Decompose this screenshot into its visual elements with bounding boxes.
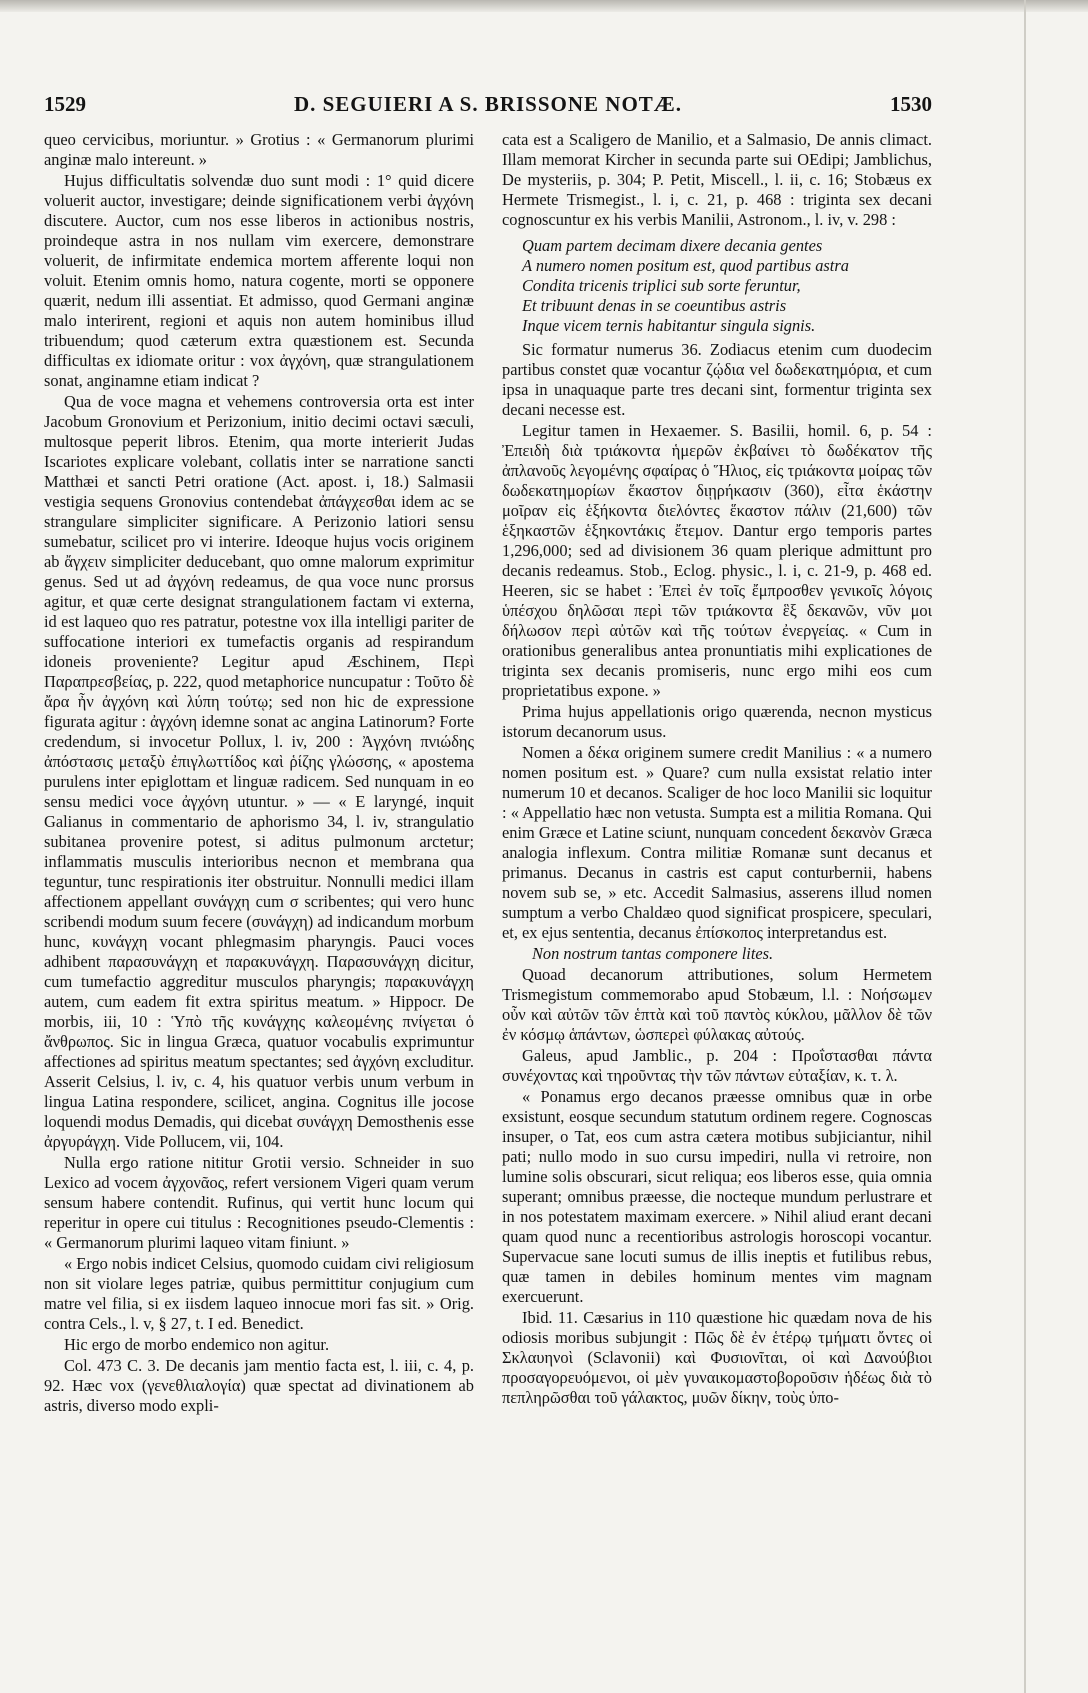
paragraph: Legitur tamen in Hexaemer. S. Basilii, homil. 6, p. 54 : Ἐπειδὴ διὰ τριάκοντα ἡμερῶν ἐκβαίνει τὸ δωδέκατον τῆς ἀπλανοῦς λεγομένης σφαίρας ὁ Ἥλιος, εἰς τριάκοντα μοίρας τῶν δωδεκατημορίων ἕκαστον διῃρήκασιν (360), εἶτα ἑκάστην μοῖραν εἰς ἑξήκοντα διελόντες ἕκαστον πάλιν (21,600) τῶν ἑξηκαστῶν ἑξηκοντάκις ἔτεμον. Dantur ergo temporis partes 1,296,000; sed ad divisionem 36 quam plerique admittunt pro decanis redeamus. Stob., Eclog. physic., l. i, c. 21-9, p. 468 ed. Heeren, sic se habet : Ἐπεὶ ἐν τοῖς ἔμπροσθεν γενικοῖς λόγοις ὑπέσχου δηλῶσαι περὶ τῶν τριάκοντα ἓξ δεκανῶν, νῦν μοι δήλωσον περὶ αὐτῶν καὶ τῆς τούτων ἐνεργείας. « Cum in orationibus generalibus antea pronuntiatis mihi explicationes de triginta sex decanis promiseris, nunc ergo mihi eos cum proprietatibus expone. » [502, 421, 932, 700]
page-number-right: 1530 [890, 92, 932, 116]
left-column [44, 130, 474, 1417]
paragraph: Galeus, apud Jamblic., p. 204 : Προΐστασθαι πάντα συνέχοντας καὶ τηροῦντας τὴν τῶν πάντων εὐταξίαν, κ. τ. λ. [502, 1046, 932, 1085]
paragraph: queo cervicibus, moriuntur. » Grotius : « Germanorum plurimi anginæ malo intereunt. » [44, 130, 474, 169]
paragraph: Col. 473 C. 3. De decanis jam mentio facta est, l. iii, c. 4, p. 92. Hæc vox (γενεθλιαλογία) quæ spectat ad divinationem ab astris, diverso modo expli- [44, 1356, 474, 1415]
scan-top-edge [0, 0, 1088, 12]
page-edge-line [1024, 0, 1026, 1693]
page-number-left: 1529 [44, 92, 86, 116]
paragraph: « Ergo nobis indicet Celsius, quomodo cuidam civi religiosum non sit violare leges patriæ, quibus permittitur conjugium cum matre vel filia, si ex iisdem laqueo innocue mori fas sit. » Orig. contra Cels., l. v, § 27, t. I ed. Benedict. [44, 1254, 474, 1333]
paragraph: Prima hujus appellationis origo quærenda, necnon mysticus istorum decanorum usus. [502, 702, 932, 741]
paragraph: « Ponamus ergo decanos præesse omnibus quæ in orbe exsistunt, eosque secundum statutum ordinem regere. Cognoscas insuper, o Tat, eos cum astra cætera motibus subjiciantur, nihil pati; nullo modo in suo cursu impediri, nulla vi retroire, non lumine solis obscurari, sicut reliqua; eos liberos esse, quia omnia superant; omnibus præesse, die nocteque mundum perlustrare et in nos potestatem maximam exercere. » Nihil aliud erant decani quam quod nunc a recentioribus astrologis horoscopi vocantur. Supervacue sane locuti sumus de illis ineptis et futilibus rebus, quæ tamen in debiles hominum mentes vim magnam exercuerunt. [502, 1087, 932, 1306]
verse-line: Inque vicem ternis habitantur singula signis. [522, 316, 816, 335]
paragraph: Hic ergo de morbo endemico non agitur. [64, 1335, 330, 1354]
verse-line: A numero nomen positum est, quod partibus astra [522, 256, 849, 275]
paragraph: Sic formatur numerus 36. Zodiacus etenim cum duodecim partibus constet quæ vocantur ζῴδια vel δωδεκατημόρια, et cum ipsa in unaquaque parte tres decani sint, formentur triginta sex decani necesse est. [502, 340, 932, 419]
running-header [44, 92, 932, 122]
paragraph: Quoad decanorum attributiones, solum Hermetem Trismegistum commemorabo apud Stobæum, l.l. : Νοήσωμεν οὖν καὶ αὐτῶν τῶν ἑπτὰ καὶ τοῦ παντὸς κύκλου, μᾶλλον δὲ τῶν ἐν κόσμῳ ἁπάντων, ὡσπερεὶ φύλακας αὐτούς. [502, 965, 932, 1044]
verse-line: Et tribuunt denas in se coeuntibus astris [522, 296, 787, 315]
italic-quotation: Non nostrum tantas componere lites. [532, 944, 774, 963]
paragraph: Ibid. 11. Cæsarius in 110 quæstione hic quædam nova de his odiosis moribus subjungit : Πῶς δὲ ἐν ἑτέρῳ τμήματι ὄντες οἱ Σκλαυηνοὶ (Sclavonii) καὶ Φυσιονῖται, οἱ καὶ Δανούβιοι προσαγορευόμενοι, οἱ μὲν γυναικομαστοβοροῦσιν ἡδέως διὰ τὸ πεπληρῶσθαι τοῦ γάλακτος, μυῶν δίκην, τοὺς ὑπο- [502, 1308, 932, 1407]
running-title: D. SEGUIERI A S. BRISSONE NOTÆ. [293, 92, 683, 116]
right-column [502, 130, 932, 1409]
paragraph: cata est a Scaligero de Manilio, et a Salmasio, De annis climact. Illam memorat Kircher in secunda parte sui OEdipi; Jamblichus, De mysteriis, p. 304; P. Petit, Miscell., l. ii, c. 16; Stobæus ex Hermete Trismegist., l. i, c. 21, p. 468 : triginta sex decani cognoscuntur ex his verbis Manilii, Astronom., l. iv, v. 298 : [502, 130, 932, 229]
paragraph: Nulla ergo ratione nititur Grotii versio. Schneider in suo Lexico ad vocem ἀγχονᾶος, refert versionem Vigeri quam verum sensum habere contendit. Rufinus, qui vertit hunc locum qui reperitur in opere cui titulus : Recognitiones pseudo-Clementis : « Germanorum plurimi laqueo vitam finiunt. » [44, 1153, 474, 1252]
verse-line: Quam partem decimam dixere decania gentes [522, 236, 823, 255]
paragraph: Qua de voce magna et vehemens controversia orta est inter Jacobum Gronovium et Perizonium, initio decimi octavi sæculi, multosque peperit libros. Etenim, qua morte interierit Judas Iscariotes explicare volebant, collatis inter se narratione sancti Matthæi et sancti Petri oratione (Act. apost. i, 18.) Salmasii vestigia sequens Gronovius contendebat ἀπάγχεσθαι idem ac se strangulare simpliciter significare. A Perizonio latiori sensu sumebatur, scilicet pro vi interire. Ideoque hujus vocis originem ab ἄγχειν simpliciter deducebant, quo omne malorum exprimitur genus. Sed ut ad ἀγχόνη redeamus, de qua voce nunc prorsus agitur, et quæ certe designat strangulationem factam vi externa, id est laqueo quo res patratur, potestne vox illa intelligi pariter de suffocatione interiori ex tumefactis organis ad respirandum idoneis proveniente? Legitur apud Æschinem, Περὶ Παραπρεσβείας, p. 222, quod metaphorice nuncupatur : Τοῦτο δὲ ἄρα ἦν ἀγχόνη καὶ λύπη τούτῳ; sed non hic de expressione figurata agitur : ἀγχόνη idemne sonat ac angina Latinorum? Forte credendum, si invocetur Pollux, l. iv, 200 : Ἀγχόνη πνιώδης ἀπόστασις μεταξὺ ἐπιγλωττίδος καὶ ῥίζης γλώσσης, « apostema purulens inter epiglottam et linguæ radicem. Sed nunquam in eo sensu medici voce ἀγχόνη utuntur. » — « E laryngé, inquit Galianus in commentario de aphorismo 34, l. iv, strangulatio subitanea provenire potest, si aditus pulmonum arctetur; inflammatis musculis interioribus necnon et membrana qua teguntur, tunc respirationis iter obstruitur. Nonnulli medici illam affectionem appellant συνάγχη cum σ scribentes; qui vero hunc scribendi modum suum fecere (συνάγχη) ad indicandum morbum hunc, κυνάγχη vocant phlegmasim pharyngis. Pauci voces adhibent παρασυνάγχη et παρακυνάγχη. Παρασυνάγχη dicitur, cum tumefactio aggreditur musculos pharyngis; παρακυνάγχη autem, cum eadem fit extra spiritus meatum. » Hippocr. De morbis, iii, 10 : Ὑπὸ τῆς κυνάγχης καλεομένης πνίγεται ὁ ἄνθρωπος. Sic in lingua Græca, quatuor vocabulis exprimuntur affectiones ad spiritus meatum spectantes; sed ἀγχόνη excluditur. Asserit Celsius, l. iv, c. 4, his quatuor verbis unum verbum in lingua Latina respondere, scilicet, angina. Cognitus ille jocose loquendi modus Demadis, qui dicebat συνάγχη Demosthenis esse ἀργυράγχη. Vide Pollucem, vii, 104. [44, 392, 474, 1151]
verse-quotation [522, 236, 932, 336]
paragraph: Nomen a δέκα originem sumere credit Manilius : « a numero nomen positum est. » Quare? cum nulla exsistat relatio inter numerum 10 et decanos. Scaliger de hoc loco Manilii sic loquitur : « Appellatio hæc non vetusta. Sumpta est a militia Romana. Qui enim Græce et Latine sciunt, nunquam concedent δεκανὸν Græca analogia inflexum. Contra militiæ Romanæ sunt decanus et primanus. Decanus in castris est caput conturbernii, habens novem sub se, » etc. Accedit Salmasius, asserens illud nomen sumptum a verbo Chaldæo quod significat prospicere, speculari, et, ex ejus sententia, decanus ἐπίσκοπος interpretandus est. [502, 743, 932, 942]
verse-line: Condita tricenis triplici sub sorte feruntur, [522, 276, 801, 295]
paragraph: Hujus difficultatis solvendæ duo sunt modi : 1° quid dicere voluerit auctor, investigare; deinde significationem verbi ἀγχόνη discutere. Auctor, cum nos esse liberos in actionibus nostris, proindeque astra in nos nullam vim exercere, demonstrare voluerit, de infirmitate endemica mortem afferente loqui non voluit. Etenim omnis homo, natura cogente, morti se opponere quærit, nedum illi assentiat. Et admisso, quod Germani anginæ malo interirent, regioni et aquis non autem hominibus illud tribuendum; quod cæterum extra quæstionem est. Secunda difficultas ex idiomate oritur : vox ἀγχόνη, quæ strangulationem sonat, anginamne etiam indicat ? [44, 171, 474, 390]
